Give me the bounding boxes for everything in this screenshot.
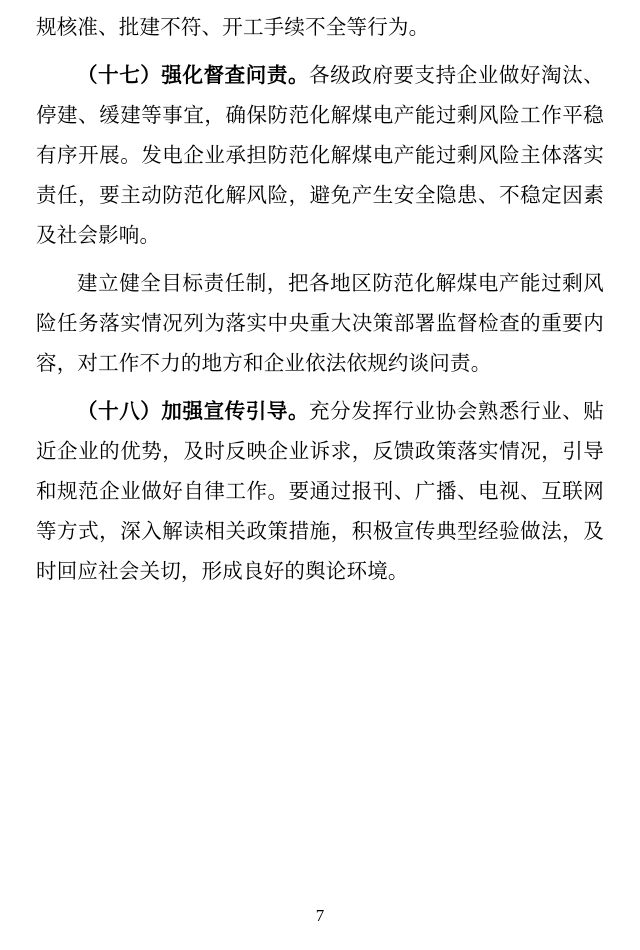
paragraph-section-18 bbox=[36, 392, 604, 592]
paragraph-responsibility-system bbox=[36, 264, 604, 384]
paragraph-section-17 bbox=[36, 56, 604, 256]
page-number: 7 bbox=[315, 906, 325, 925]
paragraph-text: 建立健全目标责任制，把各地区防范化解煤电产能过剩风险任务落实情况列为落实中央重大决策部署监督检查的重要内容，对工作不力的地方和企业依法依规约谈问责。 bbox=[36, 273, 604, 375]
section-heading-18: （十八）加强宣传引导。 bbox=[77, 401, 310, 423]
paragraph-text: 规核准、批建不符、开工手续不全等行为。 bbox=[36, 17, 430, 39]
section-heading-17: （十七）强化督查问责。 bbox=[77, 65, 310, 87]
paragraph-text: 充分发挥行业协会熟悉行业、贴近企业的优势，及时反映企业诉求，反馈政策落实情况，引导和规范企业做好自律工作。要通过报刊、广播、电视、互联网等方式，深入解读相关政策措施，积极宣传典型经验做法，及时回应社会关切，形成良好的舆论环境。 bbox=[36, 401, 604, 583]
paragraph-continued bbox=[36, 8, 604, 48]
paragraph-text: 各级政府要支持企业做好淘汰、停建、缓建等事宜，确保防范化解煤电产能过剩风险工作平稳有序开展。发电企业承担防范化解煤电产能过剩风险主体落实责任，要主动防范化解风险，避免产生安全隐患、不稳定因素及社会影响。 bbox=[36, 65, 604, 247]
